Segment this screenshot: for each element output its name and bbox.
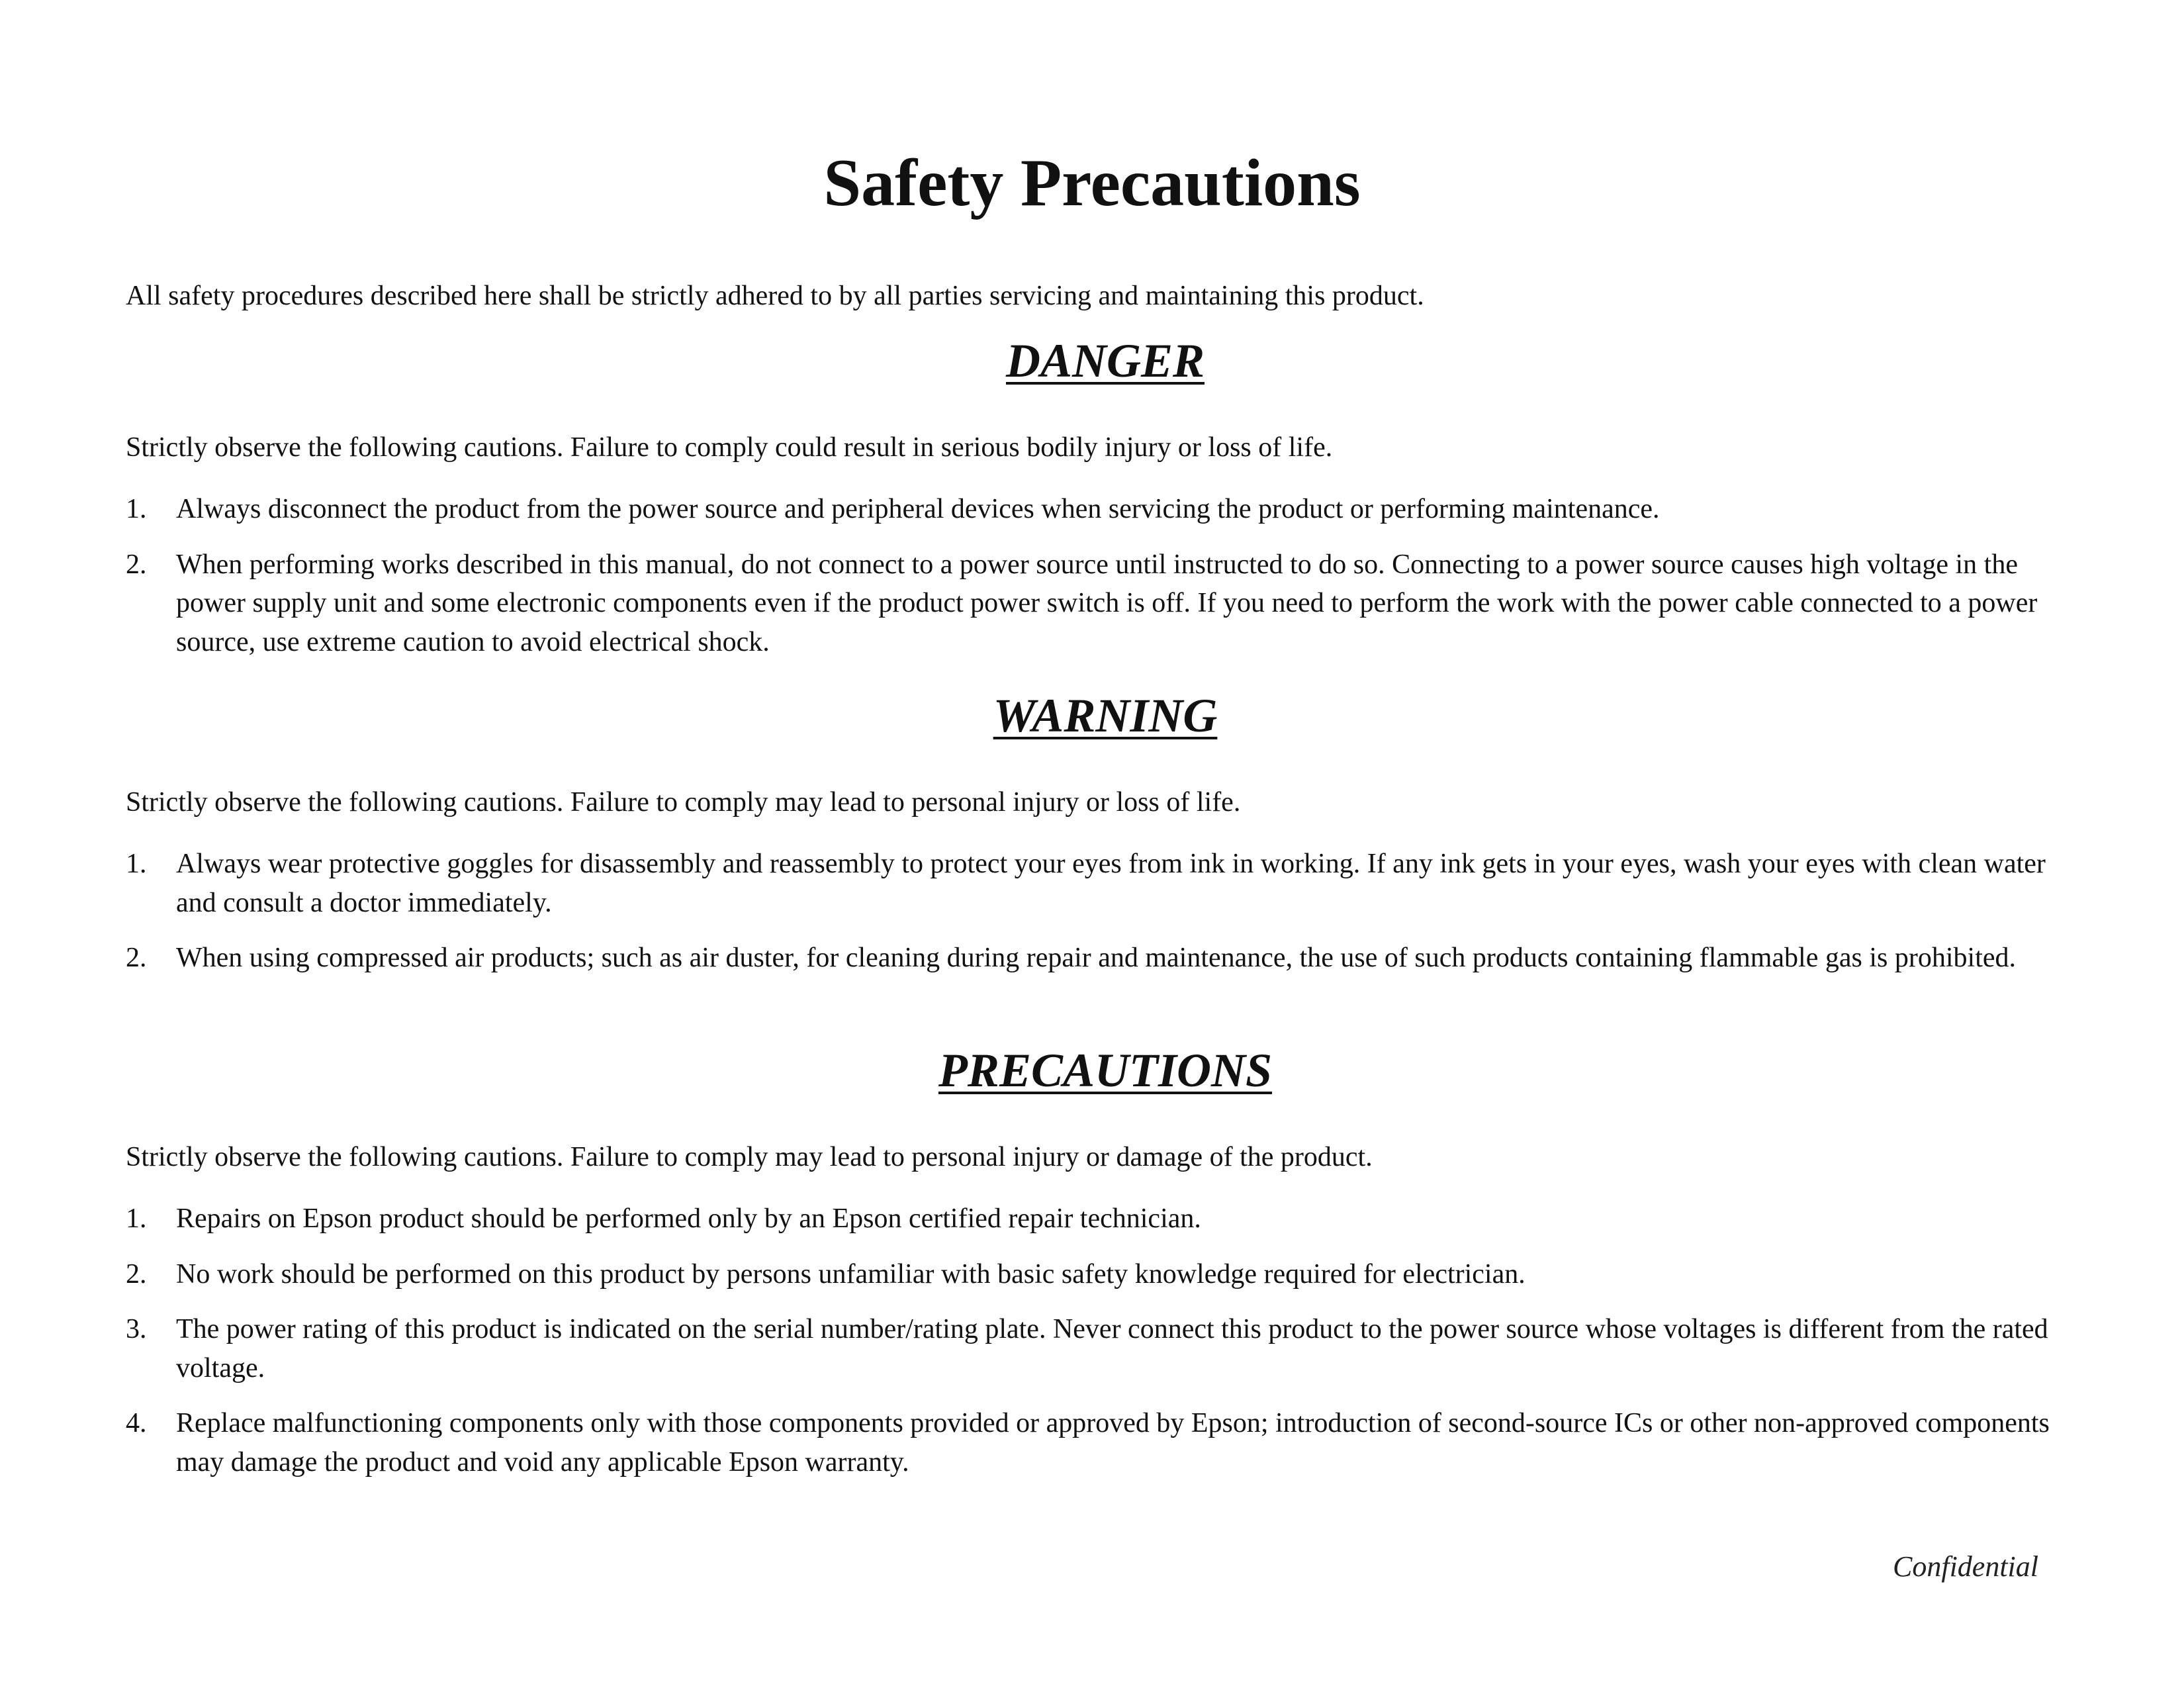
list-item bbox=[126, 545, 2085, 662]
item-number: 1. bbox=[126, 1203, 147, 1234]
item-number: 2. bbox=[126, 549, 147, 580]
list-item bbox=[126, 1199, 2085, 1239]
item-number: 3. bbox=[126, 1314, 147, 1344]
warning-section bbox=[126, 686, 2085, 978]
precautions-section bbox=[126, 1041, 2085, 1481]
intro-text: All safety procedures described here shall be strictly adhered to by all parties servicing and maintaining this product. bbox=[126, 281, 1424, 311]
danger-section bbox=[126, 331, 2085, 661]
precautions-heading: PRECAUTIONS bbox=[938, 1044, 1273, 1097]
item-text: Repairs on Epson product should be performed only by an Epson certified repair technician. bbox=[176, 1203, 1201, 1234]
page-title: Safety Precautions bbox=[823, 146, 1361, 220]
item-text: The power rating of this product is indicated on the serial number/rating plate. Never connect this product to the power source whose voltages is different from the rated voltage. bbox=[176, 1314, 2048, 1383]
danger-list bbox=[126, 490, 2085, 661]
warning-heading: WARNING bbox=[993, 689, 1218, 742]
item-number: 2. bbox=[126, 943, 147, 973]
item-text: Always wear protective goggles for disassembly and reassembly to protect your eyes from ink in working. If any ink gets in your eyes, wash your eyes with clean water and consult a doctor immediately. bbox=[176, 849, 2046, 918]
item-number: 1. bbox=[126, 494, 147, 524]
item-text: Replace malfunctioning components only with those components provided or approved by Epson; introduction of second-source ICs or other non-approved components may damage the product and void any applicable Epson warranty. bbox=[176, 1408, 2050, 1477]
list-item bbox=[126, 1255, 2085, 1294]
item-text: No work should be performed on this product by persons unfamiliar with basic safety knowledge required for electrician. bbox=[176, 1258, 1525, 1289]
danger-lead: Strictly observe the following cautions. Failure to comply could result in serious bodily injury or loss of life. bbox=[126, 432, 1333, 463]
list-item bbox=[126, 490, 2085, 529]
item-text: When performing works described in this manual, do not connect to a power source until instructed to do so. Connecting to a power source causes high voltage in the power supply unit and some electronic components even if the product power switch is off. If you need to perform the work with the power cable connected to a power source, use extreme caution to avoid electrical shock. bbox=[176, 549, 2038, 657]
list-item bbox=[126, 845, 2085, 922]
item-number: 1. bbox=[126, 849, 147, 879]
list-item bbox=[126, 1310, 2085, 1387]
precautions-list bbox=[126, 1199, 2085, 1481]
confidential-footer: Confidential bbox=[1893, 1550, 2038, 1583]
item-number: 2. bbox=[126, 1258, 147, 1289]
item-text: Always disconnect the product from the power source and peripheral devices when servicing the product or performing maintenance. bbox=[176, 494, 1660, 524]
list-item bbox=[126, 939, 2085, 978]
item-number: 4. bbox=[126, 1408, 147, 1438]
danger-heading: DANGER bbox=[1005, 334, 1205, 387]
warning-lead: Strictly observe the following cautions. Failure to comply may lead to personal injury or loss of life. bbox=[126, 787, 1241, 818]
warning-list bbox=[126, 845, 2085, 978]
list-item bbox=[126, 1404, 2085, 1481]
item-text: When using compressed air products; such as air duster, for cleaning during repair and maintenance, the use of such products containing flammable gas is prohibited. bbox=[176, 943, 2016, 973]
precautions-lead: Strictly observe the following cautions. Failure to comply may lead to personal injury or damage of the product. bbox=[126, 1142, 1373, 1172]
